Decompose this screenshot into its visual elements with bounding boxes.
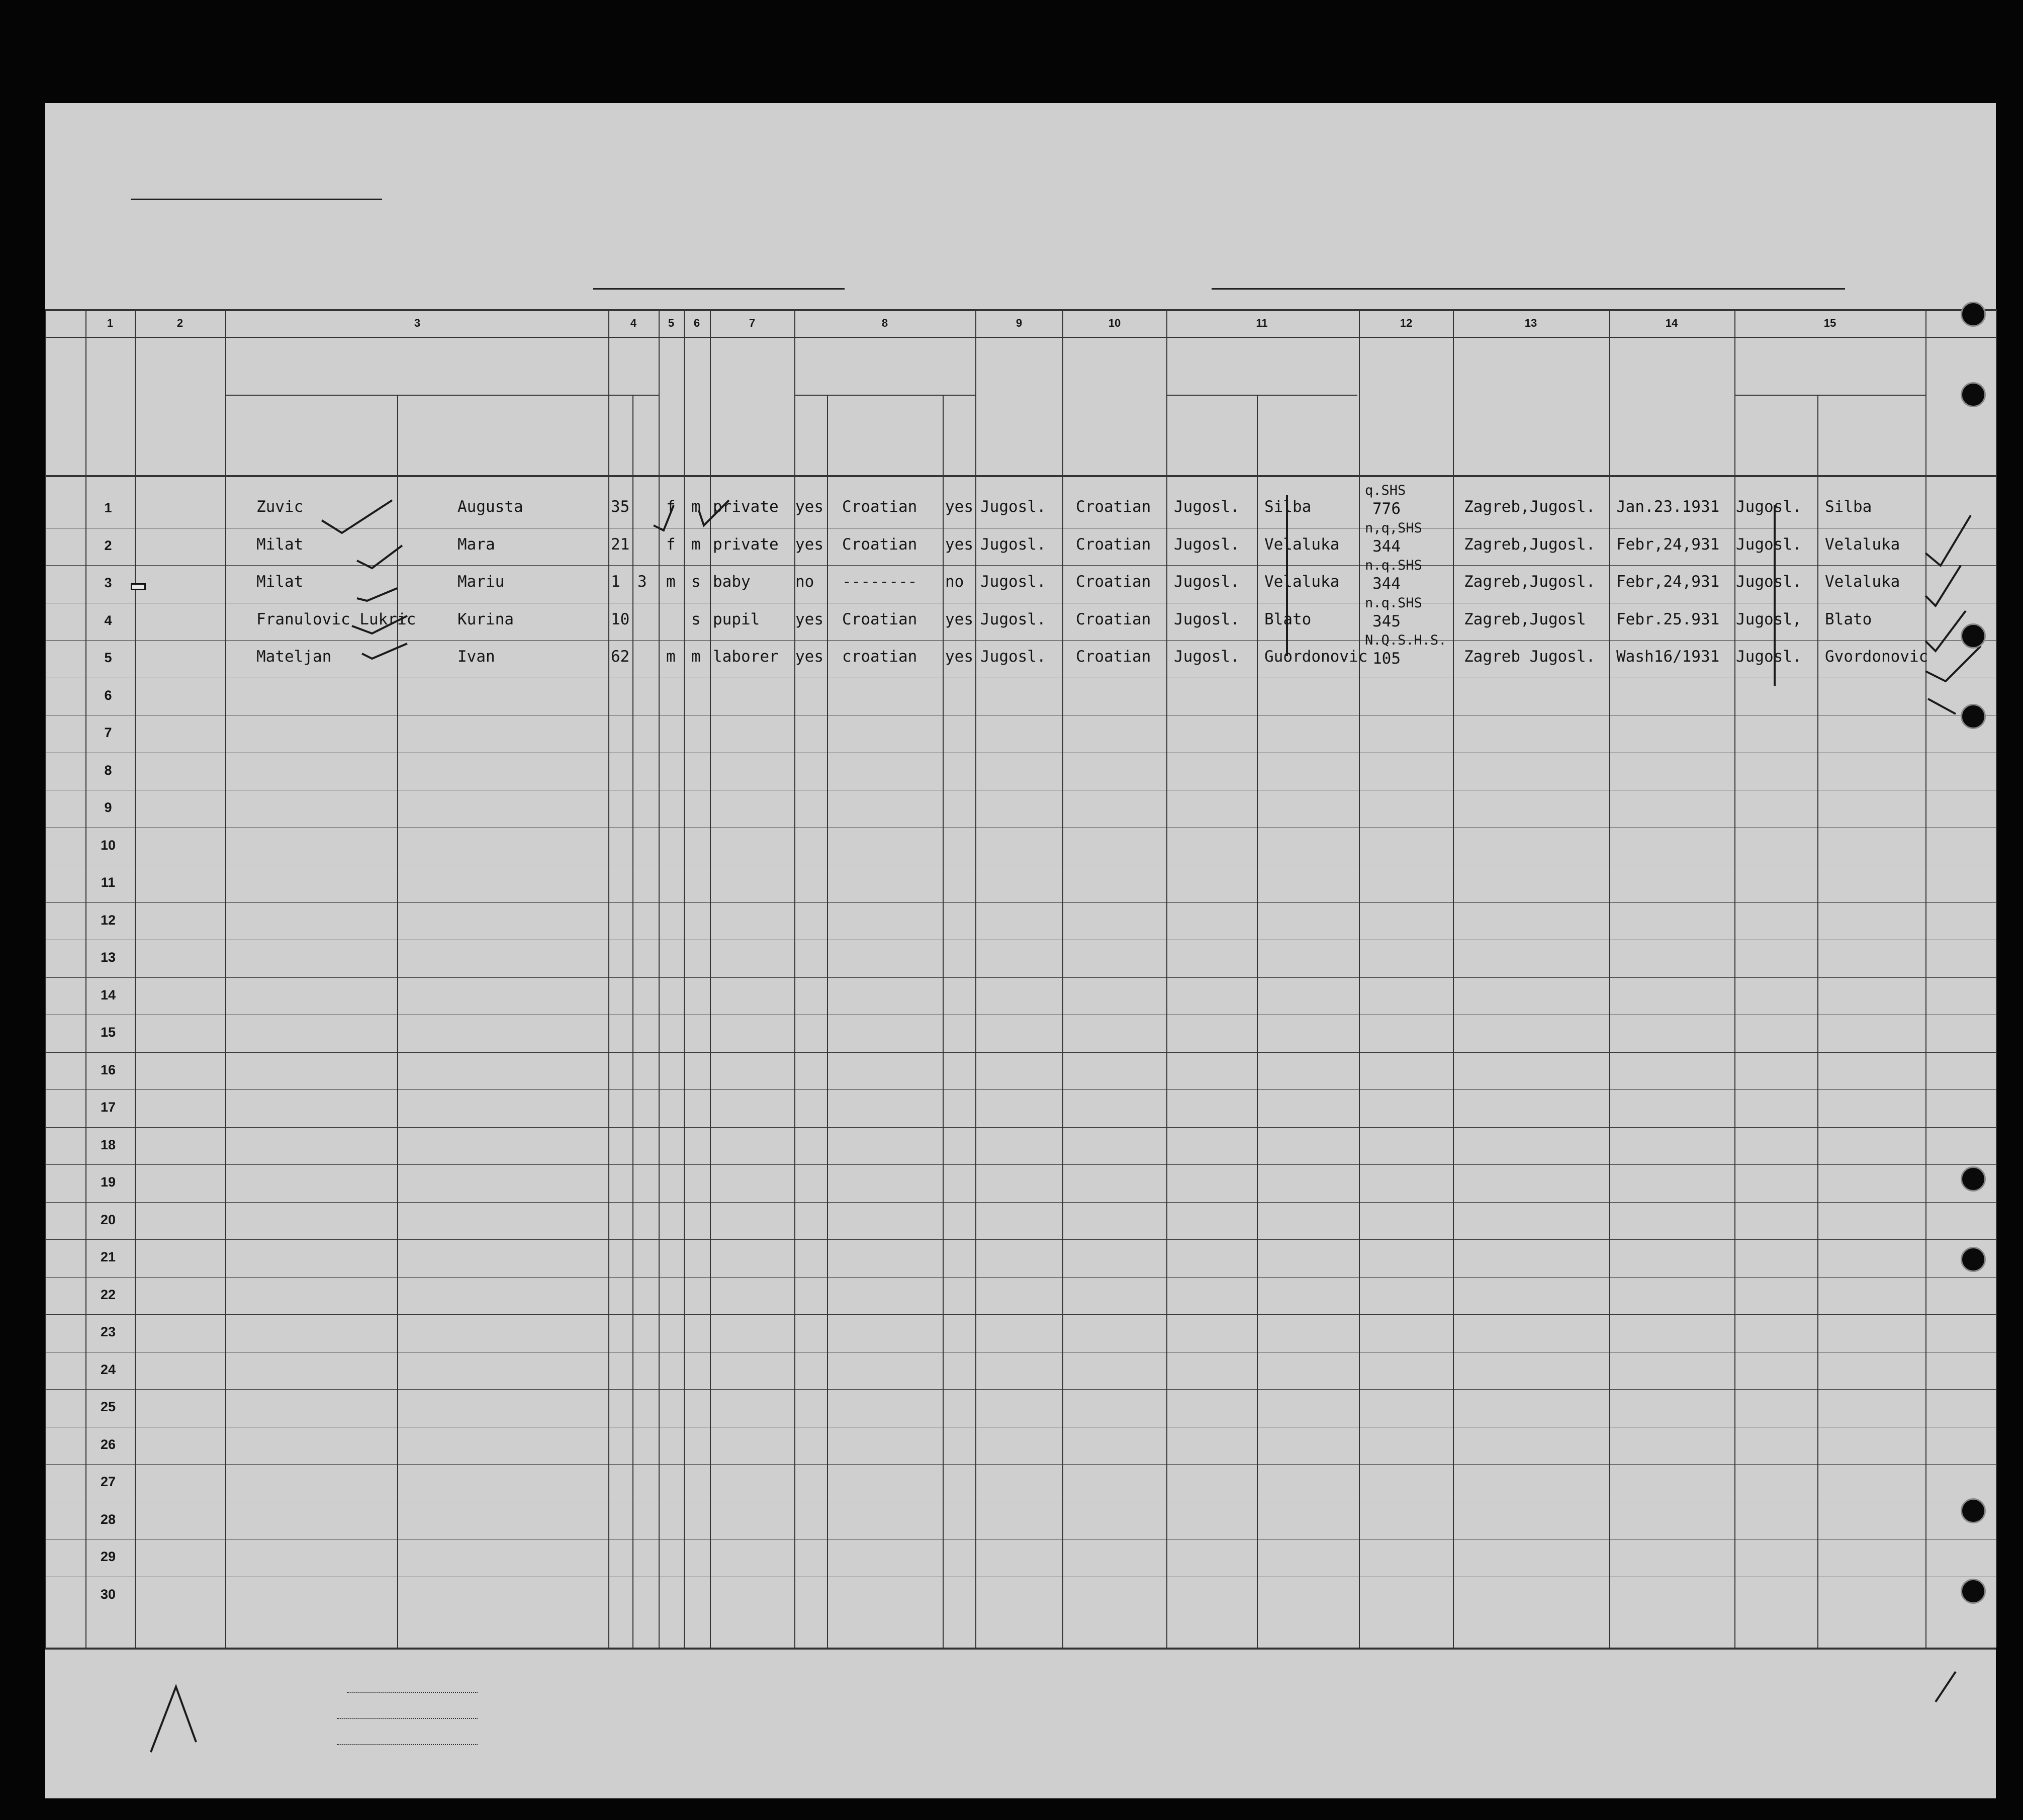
nationality-cell: Jugosl. bbox=[980, 573, 1046, 591]
row-number: 30 bbox=[100, 1586, 116, 1602]
row-number: 21 bbox=[100, 1249, 116, 1264]
marital-cell: m bbox=[691, 535, 701, 554]
column-rule bbox=[1996, 309, 1997, 1648]
language-cell: Croatian bbox=[842, 610, 917, 628]
residence-country-cell: Jugosl. bbox=[1736, 573, 1802, 591]
given-name-cell: Ivan bbox=[457, 648, 495, 666]
binder-hole bbox=[1961, 302, 1986, 327]
given-name-cell: Mara bbox=[457, 535, 495, 554]
row-number: 2 bbox=[104, 537, 112, 553]
issued-at-cell: Zagreb Jugosl. bbox=[1464, 648, 1596, 666]
write-cell: yes bbox=[945, 610, 973, 628]
residence-country-cell: Jugosl. bbox=[1736, 648, 1802, 666]
column-number: 3 bbox=[414, 317, 421, 329]
write-cell: yes bbox=[945, 498, 973, 516]
binder-hole bbox=[1961, 1579, 1986, 1604]
visa-number-cell: 345 bbox=[1372, 612, 1401, 630]
write-cell: no bbox=[945, 573, 964, 591]
row-number: 12 bbox=[100, 912, 116, 928]
sex-cell: f bbox=[666, 535, 676, 554]
column-number: 4 bbox=[630, 317, 637, 329]
sex-cell: m bbox=[666, 573, 676, 591]
visa-date-cell: Febr,24,931 bbox=[1616, 573, 1720, 591]
visa-date-cell: Wash16/1931 bbox=[1616, 648, 1720, 666]
row-number: 11 bbox=[101, 875, 116, 890]
check-mark bbox=[1928, 699, 1956, 714]
visa-date-cell: Jan.23.1931 bbox=[1616, 498, 1720, 516]
birth-city-cell: Velaluka bbox=[1264, 573, 1340, 591]
checkmark-layer bbox=[45, 103, 1996, 1798]
visa-prefix-cell: N.Q.S.H.S. bbox=[1365, 632, 1447, 648]
family-name-cell: Zuvic bbox=[256, 498, 304, 516]
sex-cell: m bbox=[666, 648, 676, 666]
row-number: 27 bbox=[100, 1474, 116, 1489]
us-line bbox=[337, 1718, 478, 1719]
residence-city-cell: Gvordonovic bbox=[1825, 648, 1928, 666]
birth-country-cell: Jugosl. bbox=[1174, 535, 1240, 554]
check-mark bbox=[1925, 566, 1961, 606]
row-number: 24 bbox=[100, 1361, 116, 1377]
check-mark bbox=[699, 500, 729, 525]
column-number: 9 bbox=[1016, 317, 1023, 329]
read-cell: yes bbox=[795, 535, 823, 554]
family-name-cell: Milat bbox=[256, 535, 304, 554]
row-number: 10 bbox=[100, 837, 116, 853]
check-mark bbox=[357, 588, 397, 601]
occupation-cell: laborer bbox=[713, 648, 779, 666]
birth-city-cell: Silba bbox=[1264, 498, 1312, 516]
read-cell: yes bbox=[795, 610, 823, 628]
occupation-cell: private bbox=[713, 535, 779, 554]
binder-hole bbox=[1961, 1247, 1986, 1272]
row-number: 5 bbox=[104, 650, 112, 665]
issued-at-cell: Zagreb,Jugosl bbox=[1464, 610, 1586, 628]
birth-country-cell: Jugosl. bbox=[1174, 573, 1240, 591]
visa-prefix-cell: n.q.SHS bbox=[1365, 595, 1422, 611]
column-number: 7 bbox=[749, 317, 756, 329]
manifest-sheet bbox=[45, 103, 1996, 1798]
binder-hole bbox=[1961, 1498, 1986, 1523]
column-number: 6 bbox=[693, 317, 700, 329]
language-cell: Croatian bbox=[842, 498, 917, 516]
check-mark bbox=[362, 644, 407, 659]
read-cell: yes bbox=[795, 498, 823, 516]
row-number: 9 bbox=[104, 800, 112, 815]
residence-country-cell: Jugosl. bbox=[1736, 498, 1802, 516]
marital-cell: s bbox=[691, 610, 701, 628]
visa-number-cell: 344 bbox=[1372, 537, 1401, 556]
issued-at-cell: Zagreb,Jugosl. bbox=[1464, 573, 1596, 591]
write-cell: yes bbox=[945, 648, 973, 666]
row-number: 6 bbox=[104, 687, 112, 703]
family-name-cell: Mateljan bbox=[256, 648, 332, 666]
row-number: 4 bbox=[104, 612, 112, 628]
residence-city-cell: Velaluka bbox=[1825, 573, 1900, 591]
check-mark bbox=[357, 545, 402, 568]
row-number: 22 bbox=[100, 1287, 116, 1302]
visa-number-cell: 776 bbox=[1372, 500, 1401, 518]
binder-hole bbox=[1961, 1166, 1986, 1192]
marital-cell: m bbox=[691, 498, 701, 516]
check-mark bbox=[1925, 611, 1966, 651]
race-cell: Croatian bbox=[1076, 573, 1151, 591]
row-number: 25 bbox=[100, 1399, 116, 1414]
occupation-cell: baby bbox=[713, 573, 751, 591]
column-number: 12 bbox=[1400, 317, 1413, 329]
birth-country-cell: Jugosl. bbox=[1174, 498, 1240, 516]
write-cell: yes bbox=[945, 535, 973, 554]
column-number: 14 bbox=[1665, 317, 1678, 329]
language-cell: -------- bbox=[842, 573, 917, 591]
column-number: 2 bbox=[176, 317, 183, 329]
language-cell: croatian bbox=[842, 648, 917, 666]
check-mark bbox=[352, 616, 407, 633]
row-number: 16 bbox=[100, 1062, 116, 1077]
row-number: 26 bbox=[100, 1436, 116, 1452]
read-cell: no bbox=[795, 573, 814, 591]
age-years-cell: 10 bbox=[611, 610, 630, 628]
issued-at-cell: Zagreb,Jugosl. bbox=[1464, 535, 1596, 554]
column-number: 1 bbox=[107, 317, 114, 329]
race-cell: Croatian bbox=[1076, 610, 1151, 628]
age-years-cell: 35 bbox=[611, 498, 630, 516]
residence-country-cell: Jugosl. bbox=[1736, 535, 1802, 554]
residence-city-cell: Velaluka bbox=[1825, 535, 1900, 554]
race-cell: Croatian bbox=[1076, 535, 1151, 554]
row-number: 19 bbox=[100, 1174, 116, 1190]
birth-city-cell: Guordonovic bbox=[1264, 648, 1368, 666]
read-cell: yes bbox=[795, 648, 823, 666]
binder-hole bbox=[1961, 704, 1986, 729]
row-number: 3 bbox=[104, 575, 112, 590]
nationality-cell: Jugosl. bbox=[980, 498, 1046, 516]
visa-prefix-cell: n.q.SHS bbox=[1365, 558, 1422, 573]
residence-country-cell: Jugosl, bbox=[1736, 610, 1802, 628]
column-number: 15 bbox=[1823, 317, 1836, 329]
visa-date-cell: Febr,24,931 bbox=[1616, 535, 1720, 554]
age-years-cell: 62 bbox=[611, 648, 630, 666]
family-name-cell: Milat bbox=[256, 573, 304, 591]
check-mark bbox=[322, 500, 392, 533]
marital-cell: s bbox=[691, 573, 701, 591]
row-number: 13 bbox=[100, 950, 116, 965]
marital-cell: m bbox=[691, 648, 701, 666]
visa-number-cell: 344 bbox=[1372, 575, 1401, 593]
race-cell: Croatian bbox=[1076, 498, 1151, 516]
check-mark bbox=[151, 1687, 196, 1752]
column-number: 5 bbox=[668, 317, 675, 329]
residence-city-cell: Blato bbox=[1825, 610, 1872, 628]
row-number: 18 bbox=[100, 1137, 116, 1152]
check-mark bbox=[654, 505, 674, 530]
row-number: 23 bbox=[100, 1324, 116, 1339]
visa-date-cell: Febr.25.931 bbox=[1616, 610, 1720, 628]
occupation-cell: pupil bbox=[713, 610, 760, 628]
issued-at-cell: Zagreb,Jugosl. bbox=[1464, 498, 1596, 516]
given-name-cell: Mariu bbox=[457, 573, 505, 591]
visa-prefix-cell: q.SHS bbox=[1365, 483, 1406, 498]
age-years-cell: 1 bbox=[611, 573, 620, 591]
column-number: 11 bbox=[1256, 317, 1268, 329]
column-number: 13 bbox=[1524, 317, 1537, 329]
row-number: 14 bbox=[100, 987, 116, 1003]
check-mark bbox=[1925, 515, 1971, 566]
row-number: 28 bbox=[100, 1511, 116, 1527]
residence-city-cell: Silba bbox=[1825, 498, 1872, 516]
visa-prefix-cell: n,q,SHS bbox=[1365, 520, 1422, 536]
given-name-cell: Kurina bbox=[457, 610, 514, 628]
family-name-cell: Franulovic Lukric bbox=[256, 610, 416, 628]
binder-hole bbox=[1961, 623, 1986, 649]
birth-country-cell: Jugosl. bbox=[1174, 648, 1240, 666]
visa-number-cell: 105 bbox=[1372, 650, 1401, 668]
occupation-cell: private bbox=[713, 498, 779, 516]
row-number: 7 bbox=[104, 725, 112, 740]
age-months-cell: 3 bbox=[637, 573, 647, 591]
race-cell: Croatian bbox=[1076, 648, 1151, 666]
column-number: 8 bbox=[881, 317, 888, 329]
check-mark bbox=[1925, 646, 1981, 681]
binder-hole bbox=[1961, 382, 1986, 407]
age-years-cell: 21 bbox=[611, 535, 630, 554]
row-number: 8 bbox=[104, 762, 112, 778]
language-cell: Croatian bbox=[842, 535, 917, 554]
given-name-cell: Augusta bbox=[457, 498, 523, 516]
total-line bbox=[347, 1692, 478, 1693]
birth-city-cell: Velaluka bbox=[1264, 535, 1340, 554]
nationality-cell: Jugosl. bbox=[980, 610, 1046, 628]
birth-city-cell: Blato bbox=[1264, 610, 1312, 628]
nationality-cell: Jugosl. bbox=[980, 535, 1046, 554]
aliens-line bbox=[337, 1744, 478, 1745]
row-number: 15 bbox=[100, 1025, 116, 1040]
row-number: 29 bbox=[100, 1549, 116, 1564]
check-mark bbox=[1936, 1672, 1956, 1702]
birth-country-cell: Jugosl. bbox=[1174, 610, 1240, 628]
row-number: 17 bbox=[100, 1100, 116, 1115]
row-number: 20 bbox=[100, 1212, 116, 1227]
column-number: 10 bbox=[1108, 317, 1121, 329]
row-number: 1 bbox=[104, 500, 112, 515]
sex-cell: f bbox=[666, 498, 676, 516]
nationality-cell: Jugosl. bbox=[980, 648, 1046, 666]
